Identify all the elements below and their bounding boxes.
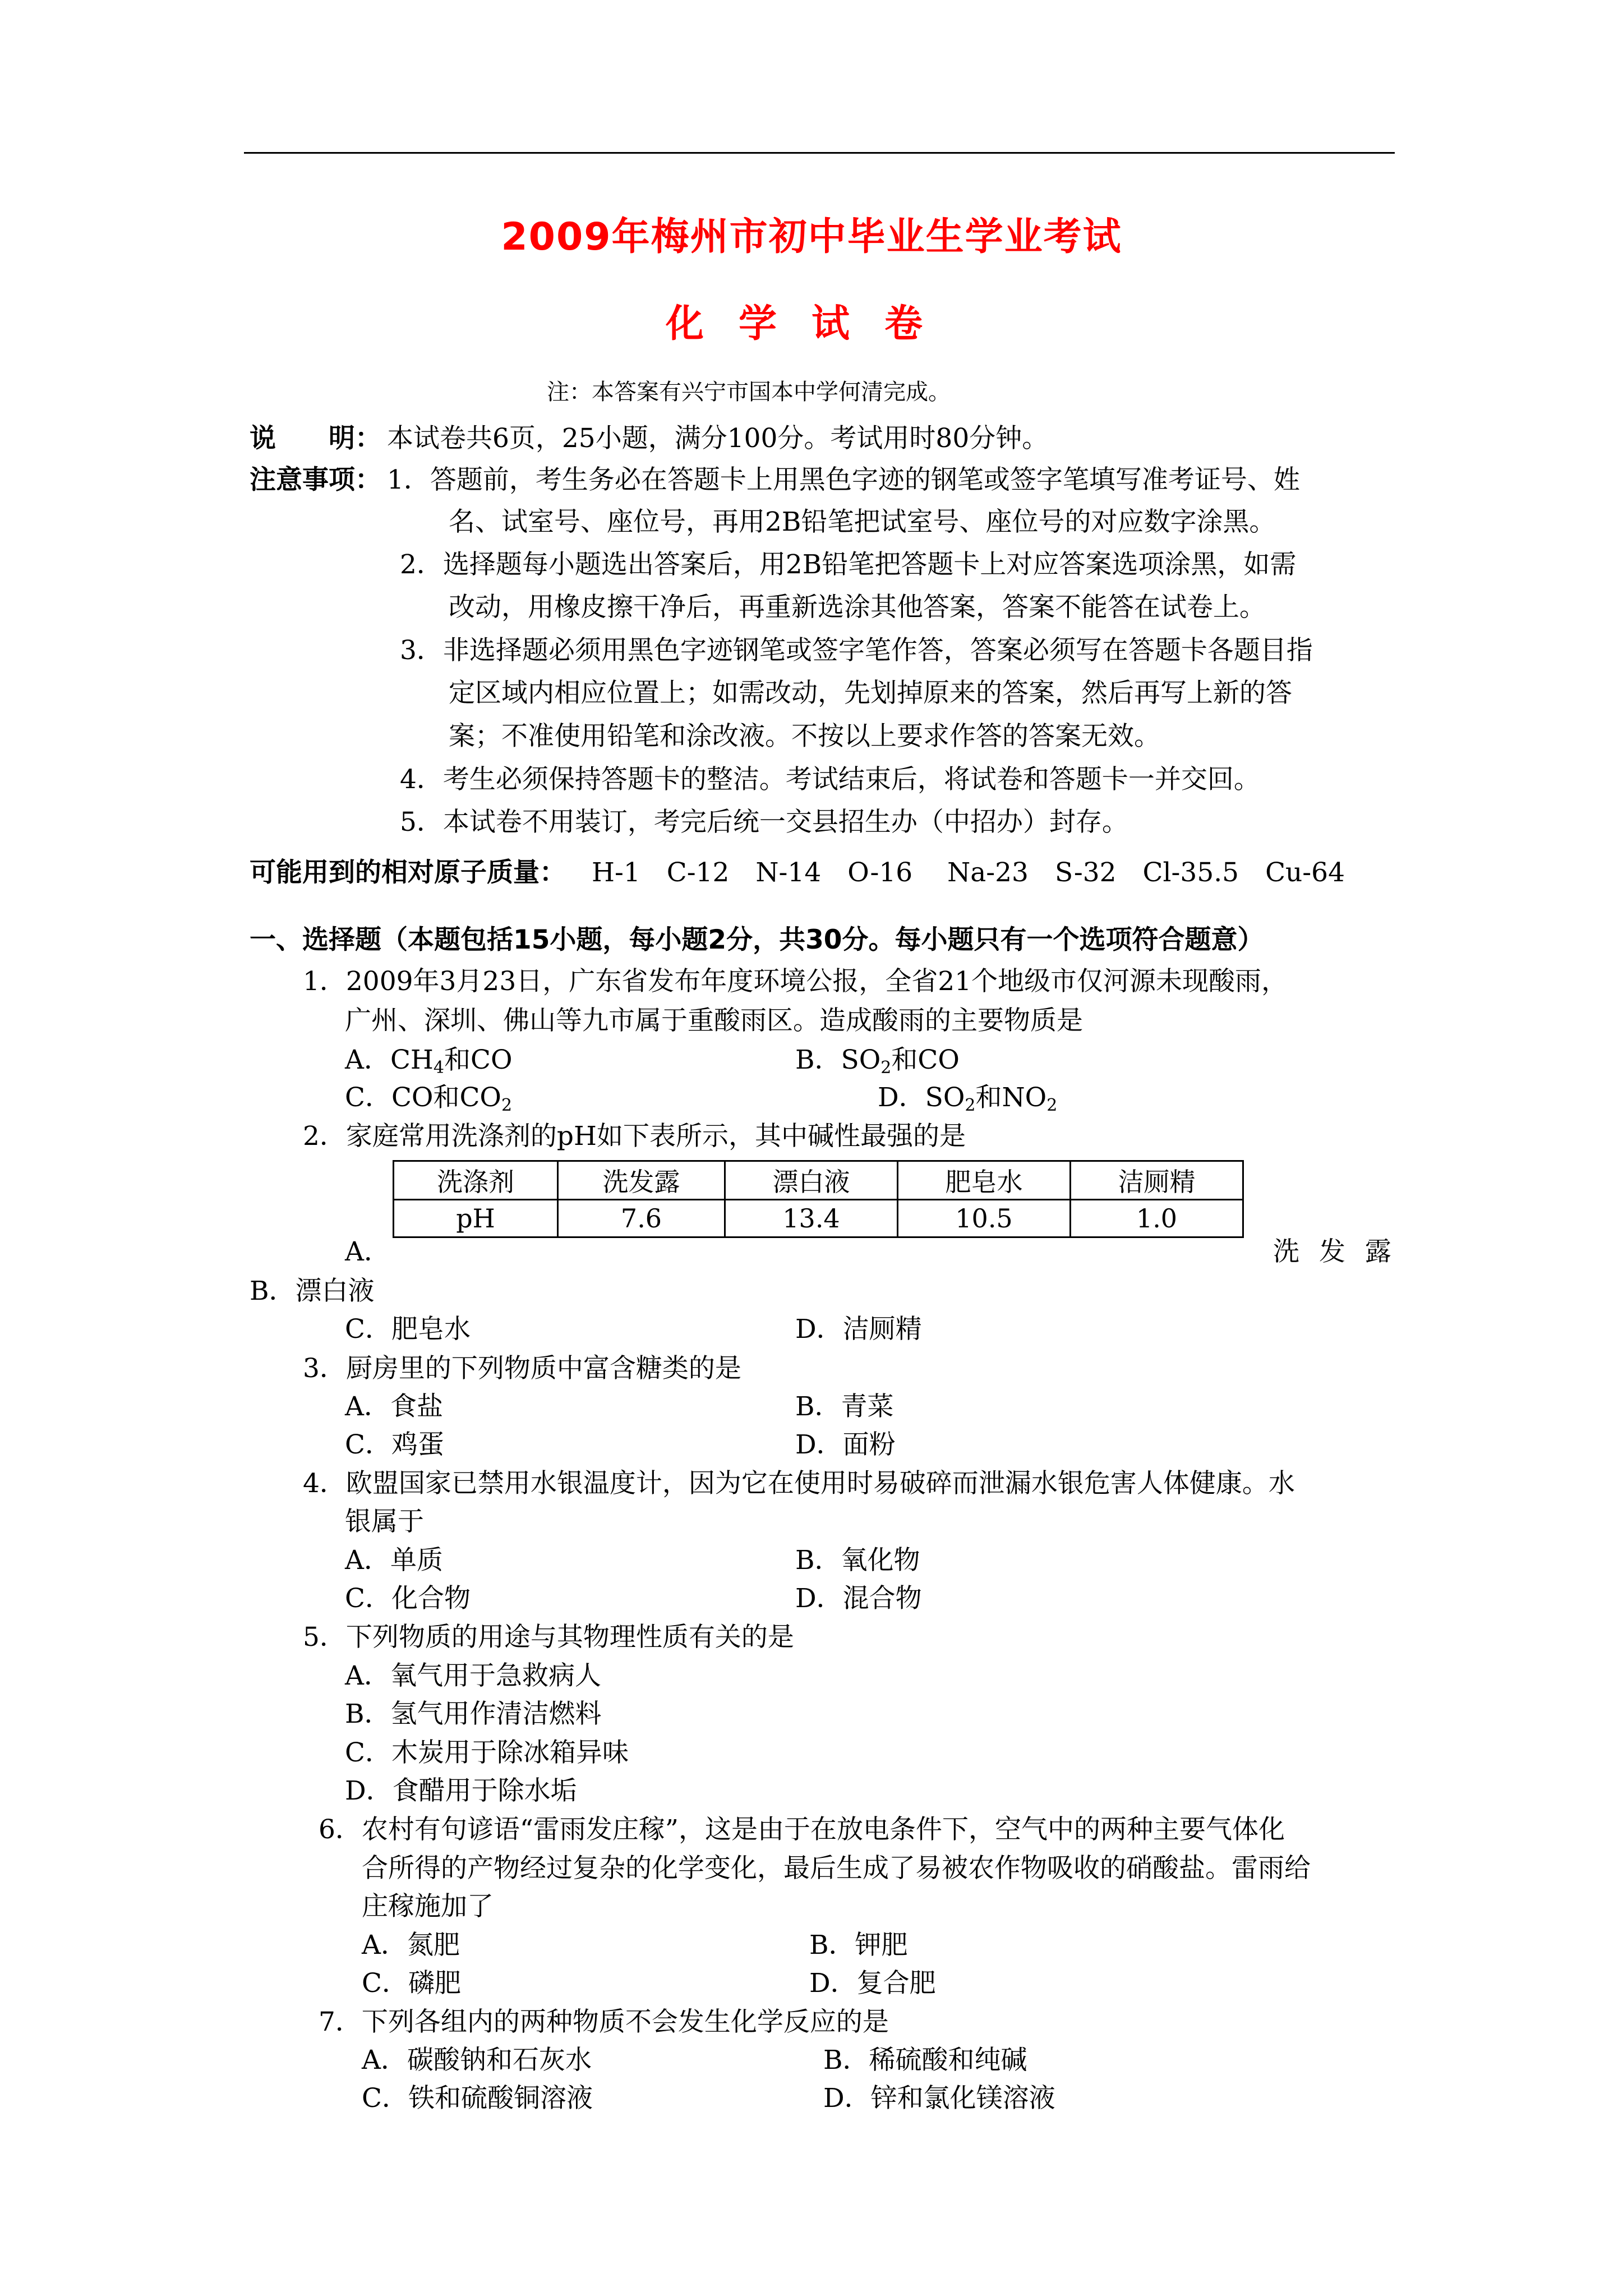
table-cell: 洁厕精 <box>1071 1161 1243 1200</box>
option-c: C．鸡蛋 <box>345 1429 444 1460</box>
option-c: C．CO和$CO_2$ <box>345 1082 513 1115</box>
option-c: C．肥皂水 <box>345 1314 471 1345</box>
notice-item: 定区域内相应位置上；如需改动，先划掉原来的答案，然后再写上新的答 <box>449 678 1292 708</box>
atomic-mass-label: 可能用到的相对原子质量： <box>250 857 566 888</box>
question-6-stem: 庄稼施加了 <box>362 1891 494 1922</box>
exam-title: 2009年梅州市初中毕业生学业考试 <box>501 215 1122 259</box>
notice-item: 1．答题前，考生务必在答题卡上用黑色字迹的钢笔或签字笔填写准考证号、姓 <box>387 464 1300 495</box>
option-c: C．铁和硫酸铜溶液 <box>362 2083 593 2114</box>
option-d: D．混合物 <box>795 1583 922 1614</box>
option-d: D．洁厕精 <box>795 1314 922 1345</box>
option-b: B．氧化物 <box>795 1545 920 1576</box>
option-a: A．氧气用于急救病人 <box>345 1660 601 1691</box>
option-d: D．食醋用于除水垢 <box>345 1775 577 1806</box>
notice-item: 名、试室号、座位号，再用2B铅笔把试室号、座位号的对应数字涂黑。 <box>449 507 1276 537</box>
question-5-stem: 5．下列物质的用途与其物理性质有关的是 <box>303 1622 794 1653</box>
option-b: B．稀硫酸和纯碱 <box>823 2045 1027 2076</box>
table-cell: 洗发露 <box>558 1161 725 1200</box>
atomic-mass-values: H-1 C-12 N-14 O-16 Na-23 S-32 Cl-35.5 Cu-64 <box>592 857 1345 888</box>
header-rule <box>244 152 1395 154</box>
option-a: A． <box>345 1236 390 1267</box>
question-4-stem: 4．欧盟国家已禁用水银温度计，因为它在使用时易破碎而泄漏水银危害人体健康。水 <box>303 1468 1295 1499</box>
table-cell: 10.5 <box>898 1200 1071 1237</box>
option-d: D．面粉 <box>795 1429 896 1460</box>
ph-table <box>393 1160 1244 1238</box>
table-cell: 肥皂水 <box>898 1161 1071 1200</box>
option-a-text: 洗 发 露 <box>1273 1236 1397 1267</box>
table-row <box>394 1161 1243 1200</box>
question-3-stem: 3．厨房里的下列物质中富含糖类的是 <box>303 1353 741 1384</box>
answer-note: 注：本答案有兴宁市国本中学何清完成。 <box>547 379 951 405</box>
table-row <box>394 1200 1243 1237</box>
question-6-stem: 6．农村有句谚语“雷雨发庄稼”，这是由于在放电条件下，空气中的两种主要气体化 <box>319 1814 1285 1845</box>
notice-item: 案；不准使用铅笔和涂改液。不按以上要求作答的答案无效。 <box>449 721 1160 752</box>
option-a: A．食盐 <box>345 1391 443 1422</box>
option-a: A．氮肥 <box>362 1930 460 1961</box>
notice-label: 注意事项： <box>250 464 381 495</box>
table-cell: pH <box>394 1200 558 1237</box>
question-1-stem: 1．2009年3月23日，广东省发布年度环境公报，全省21个地级市仅河源未现酸雨， <box>303 966 1288 997</box>
option-c: C．木炭用于除冰箱异味 <box>345 1737 629 1768</box>
option-b: B．氢气用作清洁燃料 <box>345 1699 602 1729</box>
notice-item: 改动，用橡皮擦干净后，再重新选涂其他答案，答案不能答在试卷上。 <box>449 592 1266 623</box>
notice-item: 3．非选择题必须用黑色字迹钢笔或签字笔作答，答案必须写在答题卡各题目指 <box>400 635 1313 666</box>
option-b: B．青菜 <box>795 1391 894 1422</box>
description-label: 说 明： <box>250 423 381 454</box>
option-a: A．$CH_4$和CO <box>345 1045 513 1078</box>
question-1-stem: 广州、深圳、佛山等九市属于重酸雨区。造成酸雨的主要物质是 <box>345 1005 1083 1036</box>
option-d: D．复合肥 <box>809 1968 936 1999</box>
question-4-stem: 银属于 <box>345 1506 424 1537</box>
description-text: 本试卷共6页，25小题，满分100分。考试用时80分钟。 <box>387 423 1049 454</box>
option-a: A．单质 <box>345 1545 443 1576</box>
table-cell: 7.6 <box>558 1200 725 1237</box>
option-b: B．$SO_2$和CO <box>795 1045 960 1078</box>
notice-item: 2．选择题每小题选出答案后，用2B铅笔把答题卡上对应答案选项涂黑，如需 <box>400 549 1297 580</box>
notice-item: 5．本试卷不用装订，考完后统一交县招生办（中招办）封存。 <box>400 807 1128 838</box>
section-heading: 一、选择题（本题包括15小题，每小题2分，共30分。每小题只有一个选项符合题意） <box>250 924 1264 955</box>
option-a: A．碳酸钠和石灰水 <box>362 2045 592 2076</box>
option-d: D．锌和氯化镁溶液 <box>823 2083 1055 2114</box>
option-c: C．磷肥 <box>362 1968 461 1999</box>
option-c: C．化合物 <box>345 1583 471 1614</box>
question-2-stem: 2．家庭常用洗涤剂的pH如下表所示，其中碱性最强的是 <box>303 1121 966 1152</box>
question-7-stem: 7．下列各组内的两种物质不会发生化学反应的是 <box>319 2007 889 2037</box>
table-cell: 洗涤剂 <box>394 1161 558 1200</box>
table-cell: 漂白液 <box>725 1161 898 1200</box>
question-6-stem: 合所得的产物经过复杂的化学变化，最后生成了易被农作物吸收的硝酸盐。雷雨给 <box>362 1853 1311 1884</box>
table-cell: 13.4 <box>725 1200 898 1237</box>
option-b: B．钾肥 <box>809 1930 908 1961</box>
notice-item: 4．考生必须保持答题卡的整洁。考试结束后，将试卷和答题卡一并交回。 <box>400 764 1260 795</box>
option-b: B．漂白液 <box>250 1276 375 1306</box>
option-d: D．$SO_2$和$NO_2$ <box>878 1082 1058 1115</box>
table-cell: 1.0 <box>1071 1200 1243 1237</box>
exam-subtitle: 化学试卷 <box>665 302 957 346</box>
